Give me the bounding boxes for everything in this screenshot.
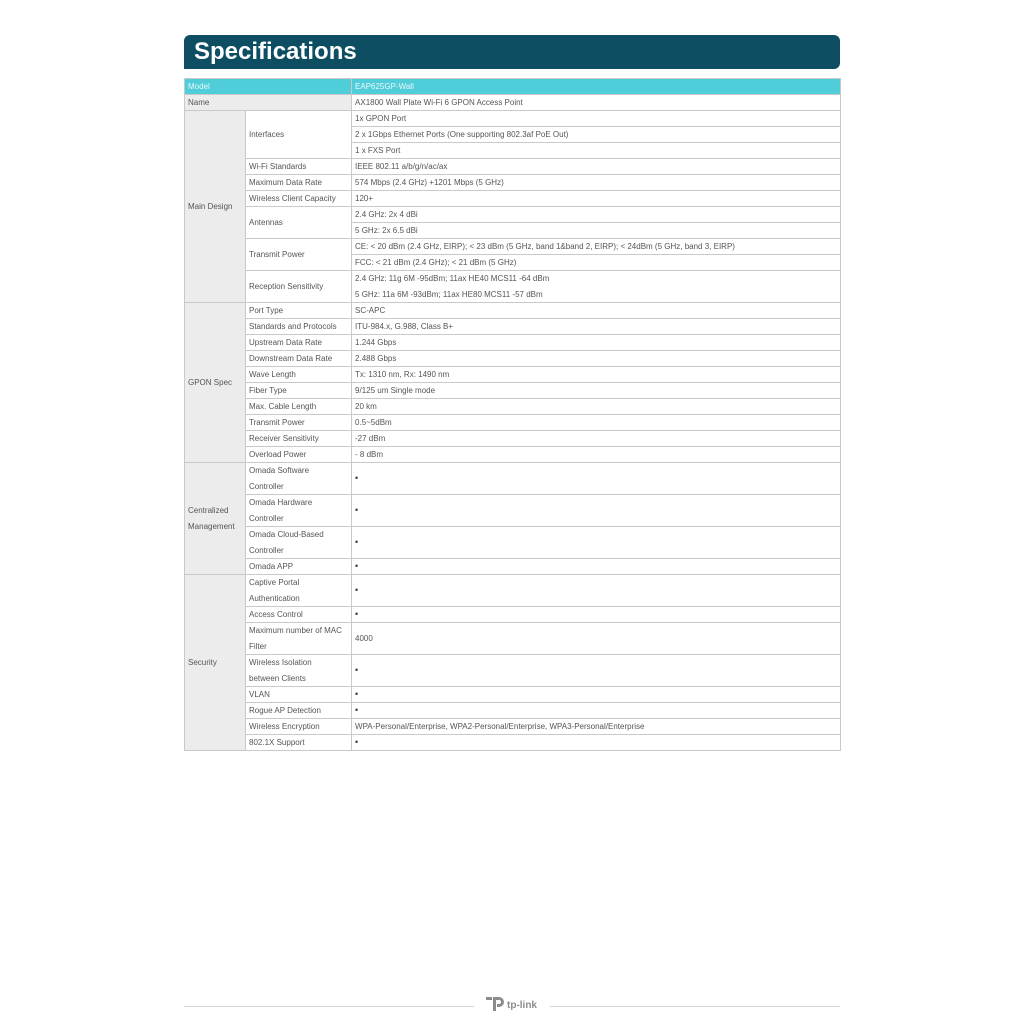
table-row [185, 431, 841, 447]
supported-mark: • [352, 495, 841, 527]
spec-value: - 8 dBm [352, 447, 841, 463]
table-row [185, 335, 841, 351]
spec-value: -27 dBm [352, 431, 841, 447]
table-row [185, 319, 841, 335]
table-row [185, 703, 841, 719]
spec-label-line: between Clients [249, 673, 306, 683]
supported-mark: • [352, 655, 841, 687]
spec-label: Antennas [246, 207, 352, 239]
spec-label [246, 623, 352, 655]
table-row [185, 463, 841, 495]
tp-link-logo-icon [484, 994, 504, 1017]
category-main-design: Main Design [185, 111, 246, 303]
supported-mark: • [352, 463, 841, 495]
table-row [185, 271, 841, 303]
spec-label-line: Controller [249, 513, 284, 523]
name-row [185, 95, 841, 111]
table-row [185, 303, 841, 319]
spec-label: Wi-Fi Standards [246, 159, 352, 175]
spec-label-interfaces: Interfaces [246, 111, 352, 159]
table-row [185, 559, 841, 575]
model-label: Model [185, 79, 352, 95]
spec-label: Upstream Data Rate [246, 335, 352, 351]
spec-value: IEEE 802.11 a/b/g/n/ac/ax [352, 159, 841, 175]
table-row [185, 351, 841, 367]
category-gpon-spec: GPON Spec [185, 303, 246, 463]
footer-logo [484, 995, 544, 1015]
spec-label: Reception Sensitivity [246, 271, 352, 303]
category-line: Centralized [188, 506, 229, 515]
spec-value: 9/125 um Single mode [352, 383, 841, 399]
table-row [185, 399, 841, 415]
spec-label: Port Type [246, 303, 352, 319]
spec-label: Wave Length [246, 367, 352, 383]
spec-label-line: Filter [249, 641, 267, 651]
spec-label: Standards and Protocols [246, 319, 352, 335]
spec-value: FCC: < 21 dBm (2.4 GHz); < 21 dBm (5 GHz) [352, 255, 841, 271]
spec-label-line: Wireless Isolation [249, 658, 312, 667]
spec-value [352, 271, 841, 303]
spec-label [246, 655, 352, 687]
table-row [185, 159, 841, 175]
model-row [185, 79, 841, 95]
spec-label-line: Omada Software [249, 466, 310, 475]
spec-label-line: Authentication [249, 593, 300, 603]
spec-value: 2.488 Gbps [352, 351, 841, 367]
spec-label: Wireless Encryption [246, 719, 352, 735]
name-label: Name [185, 95, 352, 111]
spec-label-line: Captive Portal [249, 578, 300, 587]
supported-mark: • [352, 735, 841, 751]
table-row [185, 175, 841, 191]
category-security: Security [185, 575, 246, 751]
spec-label: Transmit Power [246, 415, 352, 431]
spec-label-line: Controller [249, 545, 284, 555]
spec-value: 4000 [352, 623, 841, 655]
spec-label-line: Controller [249, 481, 284, 491]
table-row [185, 495, 841, 527]
spec-label: 802.1X Support [246, 735, 352, 751]
footer-brand: tp-link [507, 999, 537, 1011]
spec-value: Tx: 1310 nm, Rx: 1490 nm [352, 367, 841, 383]
table-row [185, 447, 841, 463]
table-row [185, 719, 841, 735]
table-row [185, 111, 841, 127]
spec-label [246, 495, 352, 527]
table-row [185, 607, 841, 623]
category-centralized-management [185, 463, 246, 575]
spec-label-line: Omada Hardware [249, 498, 313, 507]
supported-mark: • [352, 559, 841, 575]
specifications-table [184, 78, 841, 751]
supported-mark: • [352, 687, 841, 703]
table-row [185, 575, 841, 607]
spec-label: Rogue AP Detection [246, 703, 352, 719]
spec-label-line: Maximum number of MAC [249, 626, 342, 635]
table-row [185, 655, 841, 687]
spec-value: 2 x 1Gbps Ethernet Ports (One supporting 802.3af PoE Out) [352, 127, 841, 143]
spec-value: CE: < 20 dBm (2.4 GHz, EIRP); < 23 dBm (5 GHz, band 1&band 2, EIRP); < 24dBm (5 GHz, band 3, EIRP) [352, 239, 841, 255]
supported-mark: • [352, 527, 841, 559]
table-row [185, 367, 841, 383]
spec-label: VLAN [246, 687, 352, 703]
spec-value: 1x GPON Port [352, 111, 841, 127]
spec-label-line: Omada Cloud-Based [249, 530, 324, 539]
spec-value-line: 2.4 GHz: 11g 6M -95dBm; 11ax HE40 MCS11 -64 dBm [355, 274, 550, 283]
spec-label: Wireless Client Capacity [246, 191, 352, 207]
table-row [185, 735, 841, 751]
spec-label: Overload Power [246, 447, 352, 463]
spec-value: 2.4 GHz: 2x 4 dBi [352, 207, 841, 223]
table-row [185, 623, 841, 655]
spec-label [246, 527, 352, 559]
footer-divider-left [184, 1006, 474, 1007]
spec-value: ITU-984.x, G.988, Class B+ [352, 319, 841, 335]
table-row [185, 191, 841, 207]
spec-value: 20 km [352, 399, 841, 415]
table-row [185, 383, 841, 399]
spec-value: SC-APC [352, 303, 841, 319]
spec-label: Omada APP [246, 559, 352, 575]
spec-label: Transmit Power [246, 239, 352, 271]
spec-label: Downstream Data Rate [246, 351, 352, 367]
table-row [185, 527, 841, 559]
supported-mark: • [352, 607, 841, 623]
spec-label [246, 463, 352, 495]
table-row [185, 687, 841, 703]
spec-label: Max. Cable Length [246, 399, 352, 415]
spec-value-line: 5 GHz: 11a 6M -93dBm; 11ax HE80 MCS11 -57 dBm [355, 289, 543, 299]
spec-value: 1.244 Gbps [352, 335, 841, 351]
spec-value: 0.5~5dBm [352, 415, 841, 431]
spec-label: Access Control [246, 607, 352, 623]
table-row [185, 207, 841, 223]
table-row [185, 415, 841, 431]
supported-mark: • [352, 575, 841, 607]
page-title: Specifications [184, 35, 840, 69]
spec-value: 1 x FXS Port [352, 143, 841, 159]
spec-label: Receiver Sensitivity [246, 431, 352, 447]
spec-label [246, 575, 352, 607]
spec-value: WPA-Personal/Enterprise, WPA2-Personal/Enterprise, WPA3-Personal/Enterprise [352, 719, 841, 735]
name-value: AX1800 Wall Plate Wi-Fi 6 GPON Access Point [352, 95, 841, 111]
spec-label: Maximum Data Rate [246, 175, 352, 191]
model-value: EAP625GP-Wall [352, 79, 841, 95]
spec-label: Fiber Type [246, 383, 352, 399]
category-line: Management [188, 521, 235, 531]
spec-value: 574 Mbps (2.4 GHz) +1201 Mbps (5 GHz) [352, 175, 841, 191]
footer-divider-right [550, 1006, 840, 1007]
table-row [185, 239, 841, 255]
spec-value: 120+ [352, 191, 841, 207]
supported-mark: • [352, 703, 841, 719]
spec-value: 5 GHz: 2x 6.5 dBi [352, 223, 841, 239]
